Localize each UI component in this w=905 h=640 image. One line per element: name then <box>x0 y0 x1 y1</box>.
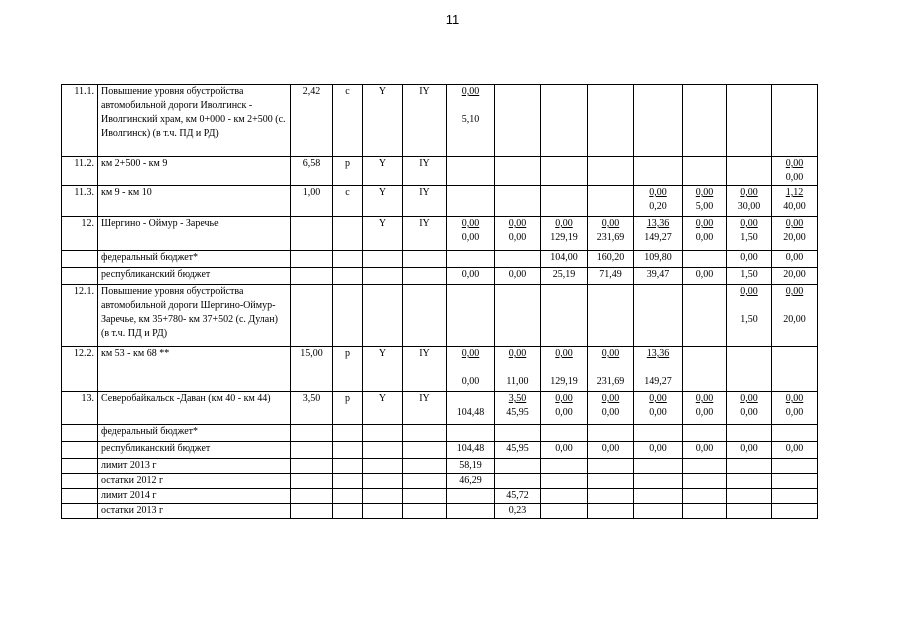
category-cell: IY <box>403 85 447 157</box>
value-bottom: 30,00 <box>737 201 761 212</box>
type-cell <box>333 425 363 442</box>
value-cell <box>727 474 772 489</box>
category-cell <box>363 474 403 489</box>
value-top: 0,00 <box>461 86 480 97</box>
length-cell <box>291 251 333 268</box>
value-cell <box>495 186 541 217</box>
value-cell <box>634 186 683 217</box>
value-cell <box>541 504 588 519</box>
value-cell <box>683 425 727 442</box>
type-cell: р <box>333 347 363 392</box>
value-top: 0,00 <box>555 393 573 404</box>
category-cell <box>403 474 447 489</box>
length-cell <box>291 442 333 459</box>
category-cell: Y <box>363 392 403 425</box>
value-bottom: 45,95 <box>506 407 529 418</box>
type-cell <box>333 251 363 268</box>
value-bottom: 11,00 <box>506 376 529 387</box>
type-cell <box>333 285 363 347</box>
value-cell <box>447 285 495 347</box>
value-cell: 104,00 <box>541 251 588 268</box>
road-name-cell: республиканский бюджет <box>98 442 291 459</box>
value-cell <box>588 425 634 442</box>
value-cell <box>447 425 495 442</box>
row-number-cell: 12. <box>62 217 98 251</box>
road-name-cell: лимит 2014 г <box>98 489 291 504</box>
value-cell <box>772 285 818 347</box>
value-cell <box>447 186 495 217</box>
table-row <box>62 425 818 442</box>
length-cell <box>291 504 333 519</box>
value-cell <box>588 504 634 519</box>
value-bottom <box>775 299 814 313</box>
value-bottom: 1,50 <box>740 314 758 325</box>
value-cell <box>541 489 588 504</box>
value-cell: 0,00 <box>727 442 772 459</box>
road-name-cell: остатки 2013 г <box>98 504 291 519</box>
value-cell: 45,95 <box>495 442 541 459</box>
table-row <box>62 85 818 157</box>
value-cell <box>683 459 727 474</box>
value-bottom: 0,00 <box>461 232 480 243</box>
value-cell <box>727 186 772 217</box>
road-name-cell: Шергино - Оймур - Заречье <box>98 217 291 251</box>
value-cell <box>541 459 588 474</box>
value-bottom: 149,27 <box>644 232 672 243</box>
value-top: 0,00 <box>785 158 804 169</box>
value-cell <box>495 85 541 157</box>
road-name-cell: км 53 - км 68 ** <box>98 347 291 392</box>
table-row <box>62 392 818 425</box>
value-cell <box>541 285 588 347</box>
value-cell <box>683 392 727 425</box>
type-cell <box>333 442 363 459</box>
value-cell: 0,23 <box>495 504 541 519</box>
value-cell <box>772 217 818 251</box>
value-cell <box>541 392 588 425</box>
category-cell <box>363 425 403 442</box>
value-top: 0,00 <box>740 393 758 404</box>
value-cell <box>683 186 727 217</box>
value-top: 0,00 <box>461 348 480 359</box>
value-cell <box>495 425 541 442</box>
value-cell: 1,50 <box>727 268 772 285</box>
length-cell <box>291 268 333 285</box>
category-cell: IY <box>403 157 447 186</box>
value-cell <box>495 157 541 186</box>
category-cell <box>403 459 447 474</box>
table-row <box>62 442 818 459</box>
value-cell <box>495 474 541 489</box>
value-cell <box>588 85 634 157</box>
value-bottom: 0,20 <box>649 201 667 212</box>
row-number-cell: 12.2. <box>62 347 98 392</box>
value-cell: 0,00 <box>683 268 727 285</box>
value-cell <box>772 425 818 442</box>
category-cell: IY <box>403 392 447 425</box>
value-top: 0,00 <box>785 286 804 297</box>
value-cell <box>588 474 634 489</box>
value-cell <box>683 474 727 489</box>
value-top: 0,00 <box>695 187 714 198</box>
value-cell <box>683 285 727 347</box>
value-cell <box>727 157 772 186</box>
value-cell <box>634 504 683 519</box>
value-cell <box>727 217 772 251</box>
category-cell <box>403 425 447 442</box>
value-cell <box>541 425 588 442</box>
value-cell <box>727 347 772 392</box>
value-cell <box>772 157 818 186</box>
category-cell <box>363 251 403 268</box>
table-row <box>62 285 818 347</box>
category-cell <box>403 489 447 504</box>
value-cell: 46,29 <box>447 474 495 489</box>
value-cell: 45,72 <box>495 489 541 504</box>
type-cell <box>333 459 363 474</box>
value-top: 0,00 <box>508 348 527 359</box>
value-bottom: 0,00 <box>461 376 480 387</box>
value-cell <box>727 285 772 347</box>
value-cell <box>634 459 683 474</box>
value-cell <box>772 489 818 504</box>
value-cell <box>588 489 634 504</box>
category-cell: IY <box>403 347 447 392</box>
value-top: 13,36 <box>646 218 670 229</box>
road-name-cell: км 9 - км 10 <box>98 186 291 217</box>
value-bottom: 0,00 <box>695 232 714 243</box>
value-cell <box>541 85 588 157</box>
value-top: 0,00 <box>649 393 667 404</box>
table-row <box>62 186 818 217</box>
value-cell <box>772 347 818 392</box>
table-row <box>62 268 818 285</box>
value-cell <box>727 392 772 425</box>
category-cell: IY <box>403 217 447 251</box>
row-number-cell <box>62 504 98 519</box>
type-cell <box>333 217 363 251</box>
value-cell <box>447 85 495 157</box>
value-cell: 0,00 <box>772 442 818 459</box>
category-cell: Y <box>363 217 403 251</box>
road-program-table <box>61 84 818 519</box>
value-cell <box>772 474 818 489</box>
row-number-cell <box>62 442 98 459</box>
road-name-cell: лимит 2013 г <box>98 459 291 474</box>
value-cell <box>447 489 495 504</box>
row-number-cell <box>62 489 98 504</box>
value-top: 0,00 <box>555 348 573 359</box>
road-name-cell: федеральный бюджет* <box>98 425 291 442</box>
value-bottom <box>591 361 630 375</box>
value-bottom: 149,27 <box>644 376 672 387</box>
value-cell <box>683 217 727 251</box>
value-cell <box>588 285 634 347</box>
row-number-cell <box>62 459 98 474</box>
value-top: 0,00 <box>695 218 714 229</box>
table-row <box>62 251 818 268</box>
row-number-cell <box>62 474 98 489</box>
value-cell <box>495 459 541 474</box>
value-bottom <box>498 361 537 375</box>
value-cell <box>495 392 541 425</box>
table-row <box>62 157 818 186</box>
value-cell: 0,00 <box>634 442 683 459</box>
value-cell <box>634 474 683 489</box>
road-name-cell: федеральный бюджет* <box>98 251 291 268</box>
type-cell <box>333 268 363 285</box>
length-cell: 1,00 <box>291 186 333 217</box>
value-top: 13,36 <box>646 348 670 359</box>
value-bottom: 231,69 <box>596 232 625 243</box>
table-row <box>62 217 818 251</box>
value-bottom: 20,00 <box>783 232 806 243</box>
value-bottom: 1,50 <box>740 232 758 243</box>
length-cell: 3,50 <box>291 392 333 425</box>
row-number-cell: 11.1. <box>62 85 98 157</box>
table-row <box>62 489 818 504</box>
value-cell: 58,19 <box>447 459 495 474</box>
length-cell: 15,00 <box>291 347 333 392</box>
value-cell <box>495 217 541 251</box>
value-bottom: 5,10 <box>461 114 480 125</box>
value-cell: 0,00 <box>541 442 588 459</box>
value-cell <box>495 285 541 347</box>
category-cell <box>363 504 403 519</box>
type-cell: с <box>333 186 363 217</box>
value-cell <box>683 504 727 519</box>
value-cell <box>588 347 634 392</box>
value-bottom <box>637 361 679 375</box>
value-cell <box>447 157 495 186</box>
value-cell: 25,19 <box>541 268 588 285</box>
length-cell <box>291 217 333 251</box>
length-cell <box>291 425 333 442</box>
row-number-cell <box>62 425 98 442</box>
value-bottom: 0,00 <box>785 407 804 418</box>
category-cell: Y <box>363 157 403 186</box>
value-bottom: 0,00 <box>740 407 758 418</box>
table-row <box>62 459 818 474</box>
value-top: 0,00 <box>601 218 620 229</box>
value-bottom: 231,69 <box>596 376 625 387</box>
type-cell <box>333 474 363 489</box>
value-cell: 0,00 <box>495 268 541 285</box>
value-cell <box>447 504 495 519</box>
length-cell: 6,58 <box>291 157 333 186</box>
value-bottom: 104,48 <box>456 407 485 418</box>
road-name-cell: Повышение уровня обустройства автомобильной дороги Шергино-Оймур-Заречье, км 35+780- км 37+502 (с. Дулан) (в т.ч. ПД и РД) <box>98 285 291 347</box>
value-cell <box>634 347 683 392</box>
value-top: 0,00 <box>508 218 527 229</box>
value-cell: 0,00 <box>588 442 634 459</box>
value-cell <box>727 85 772 157</box>
value-cell: 0,00 <box>727 251 772 268</box>
value-cell: 0,00 <box>772 251 818 268</box>
row-number-cell <box>62 251 98 268</box>
value-cell <box>634 489 683 504</box>
value-top: 0,00 <box>740 286 758 297</box>
table-row <box>62 504 818 519</box>
value-top: 0,00 <box>461 218 480 229</box>
category-cell: Y <box>363 347 403 392</box>
value-top: 0,00 <box>740 187 758 198</box>
value-cell <box>772 85 818 157</box>
category-cell <box>403 251 447 268</box>
value-cell <box>588 157 634 186</box>
page-number: 11 <box>445 12 460 27</box>
value-cell <box>447 217 495 251</box>
value-cell: 160,20 <box>588 251 634 268</box>
value-bottom: 129,19 <box>550 376 578 387</box>
value-top: 0,00 <box>785 218 804 229</box>
value-top: 0,00 <box>601 393 620 404</box>
value-cell <box>683 251 727 268</box>
value-cell <box>727 459 772 474</box>
value-cell <box>634 217 683 251</box>
row-number-cell: 12.1. <box>62 285 98 347</box>
category-cell <box>403 285 447 347</box>
value-cell <box>495 251 541 268</box>
value-top: 3,50 <box>508 393 527 404</box>
value-cell <box>634 392 683 425</box>
value-cell <box>727 425 772 442</box>
value-cell <box>541 217 588 251</box>
table-row <box>62 347 818 392</box>
value-cell <box>772 392 818 425</box>
value-bottom <box>730 299 768 313</box>
value-bottom: 0,00 <box>508 232 527 243</box>
category-cell <box>403 504 447 519</box>
value-cell <box>772 504 818 519</box>
value-bottom: 5,00 <box>695 201 714 212</box>
value-cell: 0,00 <box>447 268 495 285</box>
road-name-cell: Повышение уровня обустройства автомобильной дороги Иволгинск - Иволгинский храм, км 0+000 - км 2+500 (с. Иволгинск) (в т.ч. ПД и РД) <box>98 85 291 157</box>
road-name-cell: км 2+500 - км 9 <box>98 157 291 186</box>
value-cell <box>588 186 634 217</box>
category-cell: IY <box>403 186 447 217</box>
value-bottom: 0,00 <box>785 172 804 183</box>
value-bottom: 40,00 <box>783 201 806 212</box>
category-cell <box>363 268 403 285</box>
row-number-cell: 11.3. <box>62 186 98 217</box>
type-cell: р <box>333 392 363 425</box>
road-name-cell: республиканский бюджет <box>98 268 291 285</box>
value-bottom: 20,00 <box>783 314 806 325</box>
value-cell <box>588 217 634 251</box>
value-cell <box>772 459 818 474</box>
value-cell <box>772 186 818 217</box>
value-bottom <box>450 361 491 375</box>
value-cell <box>683 157 727 186</box>
length-cell <box>291 459 333 474</box>
value-cell <box>683 489 727 504</box>
table-body <box>62 85 818 519</box>
value-cell: 39,47 <box>634 268 683 285</box>
value-cell <box>634 425 683 442</box>
value-cell <box>683 85 727 157</box>
value-cell <box>541 347 588 392</box>
row-number-cell: 13. <box>62 392 98 425</box>
value-cell: 104,48 <box>447 442 495 459</box>
value-cell <box>634 285 683 347</box>
value-cell <box>588 459 634 474</box>
type-cell: р <box>333 157 363 186</box>
road-name-cell: Северобайкальск -Даван (км 40 - км 44) <box>98 392 291 425</box>
type-cell <box>333 504 363 519</box>
value-top <box>450 392 491 406</box>
value-cell: 71,49 <box>588 268 634 285</box>
length-cell <box>291 285 333 347</box>
value-top: 0,00 <box>695 393 714 404</box>
value-cell <box>634 157 683 186</box>
value-top: 0,00 <box>555 218 573 229</box>
value-top: 0,00 <box>740 218 758 229</box>
category-cell: Y <box>363 85 403 157</box>
row-number-cell: 11.2. <box>62 157 98 186</box>
value-cell <box>541 157 588 186</box>
value-top: 0,00 <box>601 348 620 359</box>
value-top: 0,00 <box>649 187 667 198</box>
value-bottom <box>544 361 584 375</box>
value-cell <box>447 347 495 392</box>
value-cell <box>727 504 772 519</box>
type-cell: с <box>333 85 363 157</box>
value-bottom: 129,19 <box>550 232 578 243</box>
value-cell: 20,00 <box>772 268 818 285</box>
road-name-cell: остатки 2012 г <box>98 474 291 489</box>
category-cell <box>403 268 447 285</box>
value-top: 0,00 <box>785 393 804 404</box>
category-cell <box>403 442 447 459</box>
value-top: 1,12 <box>785 187 804 198</box>
value-bottom: 0,00 <box>695 407 714 418</box>
value-cell <box>541 186 588 217</box>
row-number-cell <box>62 268 98 285</box>
value-cell <box>683 347 727 392</box>
value-bottom <box>450 99 491 113</box>
value-cell <box>541 474 588 489</box>
value-bottom: 0,00 <box>555 407 573 418</box>
category-cell <box>363 285 403 347</box>
table-row <box>62 474 818 489</box>
value-cell <box>727 489 772 504</box>
length-cell <box>291 489 333 504</box>
value-cell <box>447 251 495 268</box>
value-cell: 0,00 <box>683 442 727 459</box>
value-cell <box>634 85 683 157</box>
value-cell: 109,80 <box>634 251 683 268</box>
value-bottom: 0,00 <box>649 407 667 418</box>
category-cell <box>363 459 403 474</box>
category-cell <box>363 489 403 504</box>
category-cell: Y <box>363 186 403 217</box>
value-cell <box>447 392 495 425</box>
type-cell <box>333 489 363 504</box>
category-cell <box>363 442 403 459</box>
length-cell: 2,42 <box>291 85 333 157</box>
value-cell <box>588 392 634 425</box>
value-bottom: 0,00 <box>601 407 620 418</box>
length-cell <box>291 474 333 489</box>
value-cell <box>495 347 541 392</box>
